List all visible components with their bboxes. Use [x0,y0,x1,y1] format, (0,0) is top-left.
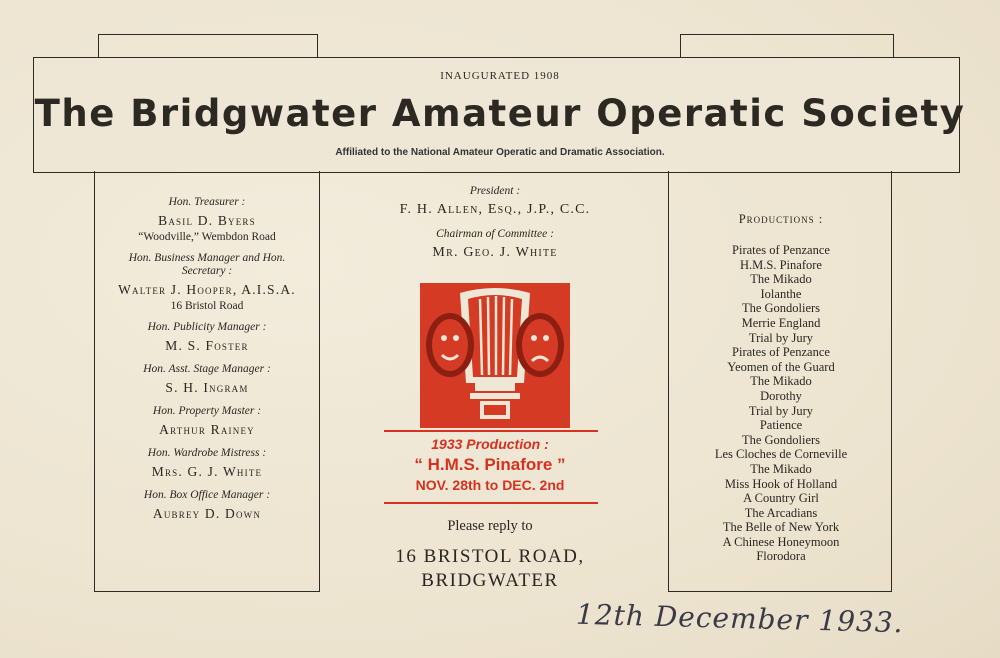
production-item: Les Cloches de Corneville [714,447,848,462]
officers-list [98,196,316,522]
officer-role: Hon. Wardrobe Mistress : [147,447,267,459]
production-item: A Country Girl [743,491,819,506]
inaugurated-line: INAUGURATED 1908 [440,70,560,82]
production-item: The Gondoliers [741,432,821,447]
president-block [330,185,660,261]
handwritten-date: 12th December 1933. [575,597,904,640]
production-item: Patience [759,418,803,433]
society-title: The Bridgwater Amateur Operatic Society [34,92,966,135]
production-label: 1933 Production : [431,436,549,452]
production-item: Miss Hook of Holland [724,476,838,491]
production-dates: NOV. 28th to DEC. 2nd [415,477,565,493]
reply-block [340,518,640,592]
chairman-name: Mr. Geo. J. White [432,245,558,260]
officer-role: Hon. Asst. Stage Manager : [143,363,271,375]
production-rule-bottom [384,502,598,504]
production-item: Florodora [756,549,806,564]
productions-list [672,212,890,564]
production-item: Merrie England [741,315,821,330]
officer-address: 16 Bristol Road [170,300,244,312]
production-item: Trial by Jury [748,403,814,418]
production-item: Dorothy [760,388,802,403]
officer-role: Hon. Business Manager and Hon. Secretary : [128,252,286,277]
society-emblem-logo [420,283,570,428]
production-block [340,436,640,493]
header-tab-right [680,34,894,59]
officer-name: S. H. Ingram [165,380,249,395]
production-item: The Mikado [750,272,812,287]
production-item: A Chinese Honeymoon [722,534,840,549]
affiliation-line: Affiliated to the National Amateur Operatic and Dramatic Association. [335,147,665,158]
production-item: The Arcadians [744,505,818,520]
chairman-label: Chairman of Committee : [436,228,554,240]
header-tab-left [98,34,318,59]
officer-role: Hon. Publicity Manager : [147,321,267,333]
president-name: F. H. Allen, Esq., J.P., C.C. [399,202,591,217]
production-item: H.M.S. Pinafore [740,257,822,272]
production-item: The Mikado [750,374,812,389]
production-item: The Belle of New York [722,520,840,535]
officer-address: “Woodville,” Wembdon Road [138,231,276,243]
production-item: Yeomen of the Guard [727,359,835,374]
officer-name: Mrs. G. J. White [151,464,263,479]
reply-address-line2: BRIDGWATER [421,570,559,591]
production-item: The Gondoliers [741,301,821,316]
officer-name: Walter J. Hooper, A.I.S.A. [118,282,296,297]
officer-name: Arthur Rainey [159,422,255,437]
production-title: “ H.M.S. Pinafore ” [414,455,566,474]
officer-name: Aubrey D. Down [152,506,262,521]
officer-role: Hon. Box Office Manager : [143,489,271,501]
reply-address-line1: 16 BRISTOL ROAD, [395,546,585,567]
production-item: Trial by Jury [748,330,814,345]
reply-label: Please reply to [447,518,533,534]
productions-heading: Productions : [738,212,824,226]
officer-name: M. S. Foster [165,338,249,353]
production-item: Iolanthe [760,286,802,301]
officer-role: Hon. Treasurer : [168,196,246,208]
officer-role: Hon. Property Master : [152,405,262,417]
production-item: The Mikado [750,461,812,476]
production-item: Pirates of Penzance [732,243,830,257]
production-rule-top [384,430,598,432]
officer-name: Basil D. Byers [158,213,256,228]
production-item: Pirates of Penzance [732,345,830,360]
president-label: President : [469,185,521,197]
